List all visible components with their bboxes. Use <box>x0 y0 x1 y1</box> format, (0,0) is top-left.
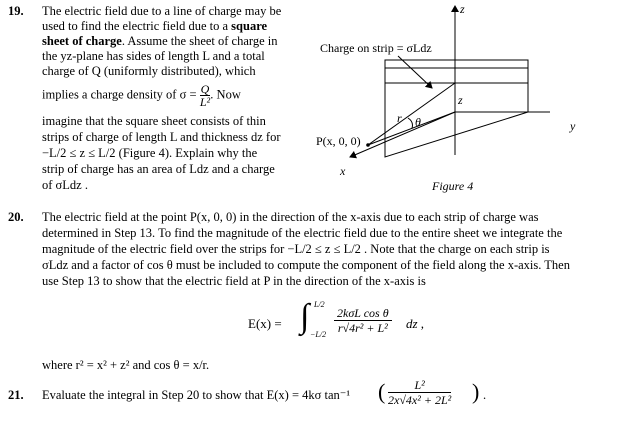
problem-19-line4: the yz-plane has sides of length L and a total <box>42 49 265 63</box>
problem-19-line2: used to find the electric field due to a square <box>42 19 268 33</box>
problem-19-line7: imagine that the square sheet consists of thin <box>42 114 266 128</box>
problem-20-where: where r² = x² + z² and cos θ = x/r. <box>42 358 210 372</box>
problem-20-line4: σLdz and a factor of cos θ must be included to compute the component of the field along the x-axis. Then <box>42 258 570 272</box>
right-paren-icon: ) <box>472 379 480 404</box>
y-axis-label: y <box>570 119 576 133</box>
answer-fraction <box>388 378 451 407</box>
problem-20-line2: determined in Step 13. To find the magnitude of the electric field due to the entire sheet we integrate the <box>42 226 563 240</box>
point-p-label: P(x, 0, 0) <box>316 134 361 148</box>
z-mark-label: z <box>458 93 463 107</box>
problem-19-line5: charge of Q (uniformly distributed), which <box>42 64 256 78</box>
equation-lhs: E(x) = <box>248 316 282 331</box>
point-p <box>366 143 370 147</box>
figure-4 <box>300 0 625 200</box>
problem-19-line3: sheet of charge. Assume the sheet of charge in <box>42 34 278 48</box>
x-axis <box>350 112 455 157</box>
problem-19-charge-density: implies a charge density of σ = $\frac{Q}{\text{L²}}$ . Now <box>42 82 241 109</box>
problem-19-line11: of σLdz . <box>42 178 88 192</box>
charge-sheet <box>385 60 528 157</box>
integral-lower-limit: −L/2 <box>310 330 327 339</box>
problem-19-line8: strips of charge of length L and thickness dz for <box>42 130 281 144</box>
integrand-fraction <box>334 306 392 335</box>
r-label: r <box>397 111 402 125</box>
left-paren-icon: ( <box>378 379 386 404</box>
integral-upper-limit: L/2 <box>314 300 325 309</box>
problem-21-text: Evaluate the integral in Step 20 to show that E(x) = 4kσ tan⁻¹ <box>42 388 351 402</box>
problem-19-line10: strip of charge has an area of Ldz and a charge <box>42 162 275 176</box>
integrand-denominator: r√4r² + L² <box>337 321 388 335</box>
density-fraction: $\frac{Q}{\text{L²}}$ <box>199 82 211 109</box>
x-axis-label: x <box>340 164 346 178</box>
figure-caption: Figure 4 <box>432 179 474 193</box>
problem-21-number: 21. <box>8 388 24 402</box>
r-line <box>368 83 455 145</box>
problem-21-end: . <box>483 388 487 402</box>
problem-20-line3: magnitude of the electric field over the strips for −L/2 ≤ z ≤ L/2 . Note that the charge on each strip is <box>42 242 550 256</box>
problem-19-line9: −L/2 ≤ z ≤ L/2 (Figure 4). Explain why the <box>42 146 258 160</box>
p-to-origin-line <box>368 112 455 145</box>
problem-20-line1: The electric field at the point P(x, 0, 0) in the direction of the x-axis due to each strip of charge was <box>42 210 539 224</box>
integrand-numerator: 2kσL cos θ <box>334 306 392 321</box>
problem-20-number: 20. <box>8 210 24 224</box>
problem-20-line5: use Step 13 to show that the electric field at P in the direction of the x-axis is <box>42 274 426 288</box>
strip-label: Charge on strip = σLdz <box>320 41 432 55</box>
z-axis-label: z <box>460 2 465 16</box>
theta-label: θ <box>415 115 421 129</box>
problem-19-line1: The electric field due to a line of charge may be <box>42 4 282 18</box>
integral-sign-icon: ∫ <box>300 298 310 335</box>
integral-differential: dz , <box>406 316 425 331</box>
problem-19-number: 19. <box>8 4 24 18</box>
answer-numerator: L² <box>388 378 451 393</box>
theta-arc <box>408 118 413 128</box>
answer-denominator: 2x√4x² + 2L² <box>388 393 452 407</box>
